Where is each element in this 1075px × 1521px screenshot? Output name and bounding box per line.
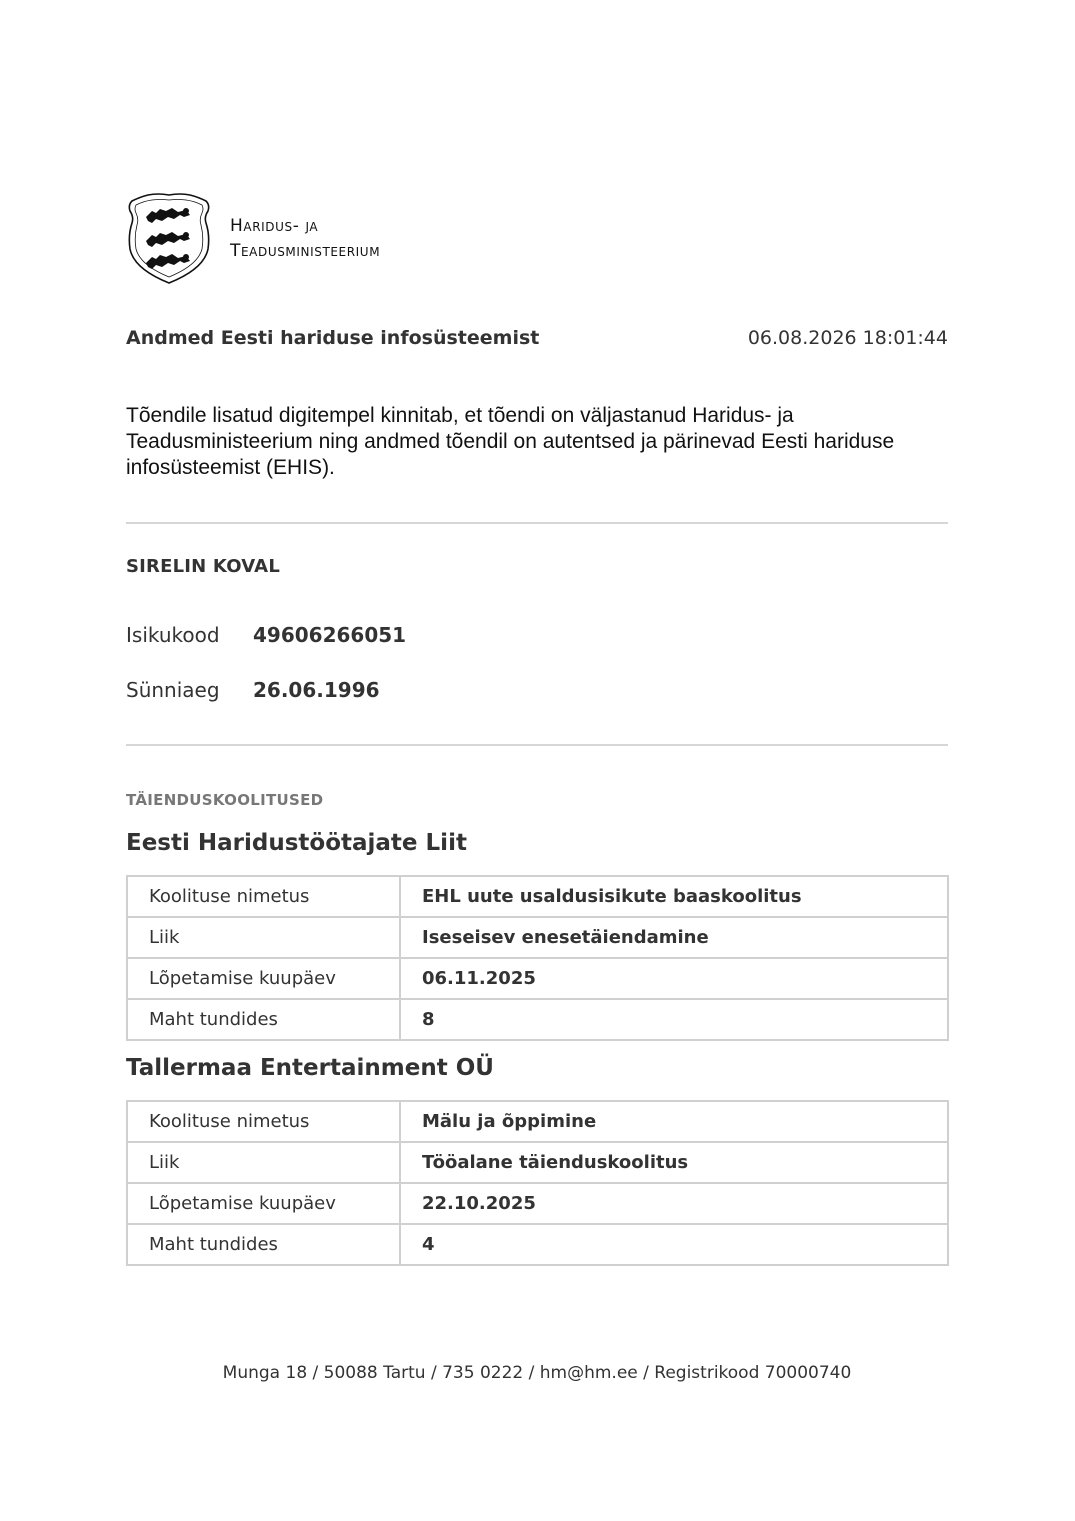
course-name-label: Koolituse nimetus (127, 1101, 400, 1142)
course-type-label: Liik (127, 1142, 400, 1183)
table-row (127, 917, 948, 958)
intro-text: Tõendile lisatud digitempel kinnitab, et tõendi on väljastanud Haridus- ja Teadusministeerium ning andmed tõendil on autentsed ja pärinevad Eesti hariduse infosüsteemist (EHIS). (126, 404, 895, 479)
divider (126, 744, 948, 746)
estonian-coat-of-arms-icon (126, 191, 212, 287)
course-name-label: Koolituse nimetus (127, 876, 400, 917)
source-row (126, 327, 948, 349)
completion-date-value: 22.10.2025 (400, 1183, 948, 1224)
table-row (127, 958, 948, 999)
table-row (127, 876, 948, 917)
birth-date-row (126, 678, 380, 702)
source-title: Andmed Eesti hariduse infosüsteemist (126, 327, 540, 349)
table-row (127, 1142, 948, 1183)
course-type-label: Liik (127, 917, 400, 958)
table-row (127, 999, 948, 1040)
table-row (127, 1224, 948, 1265)
birth-date-label: Sünniaeg (126, 678, 220, 702)
completion-date-label: Lõpetamise kuupäev (127, 958, 400, 999)
hours-label: Maht tundides (127, 1224, 400, 1265)
issue-timestamp: 06.08.2026 18:01:44 (747, 327, 948, 349)
birth-date-value: 26.06.1996 (253, 678, 380, 702)
course-type-value: Tööalane täienduskoolitus (400, 1142, 948, 1183)
footer-contact: Munga 18 / 50088 Tartu / 735 0222 / hm@hm.ee / Registrikood 70000740 (222, 1363, 852, 1383)
person-name: SIRELIN KOVAL (126, 556, 280, 577)
certificate-page (126, 0, 948, 1521)
course-type-value: Iseseisev enesetäiendamine (400, 917, 948, 958)
completion-date-label: Lõpetamise kuupäev (127, 1183, 400, 1224)
personal-code-row (126, 623, 406, 647)
ministry-name-line1: Haridus- ja (230, 216, 319, 236)
completion-date-value: 06.11.2025 (400, 958, 948, 999)
course-table (126, 875, 949, 1041)
hours-value: 8 (400, 999, 948, 1040)
personal-code-label: Isikukood (126, 623, 220, 647)
ministry-logo (126, 191, 380, 287)
organization-heading: Tallermaa Entertainment OÜ (126, 1055, 494, 1081)
divider (126, 522, 948, 524)
section-heading: TÄIENDUSKOOLITUSED (126, 791, 324, 809)
table-row (127, 1101, 948, 1142)
ministry-name (230, 214, 380, 264)
table-row (127, 1183, 948, 1224)
personal-code-value: 49606266051 (253, 623, 407, 647)
course-name-value: EHL uute usaldusisikute baaskoolitus (400, 876, 948, 917)
organization-heading: Eesti Haridustöötajate Liit (126, 830, 467, 856)
hours-value: 4 (400, 1224, 948, 1265)
course-name-value: Mälu ja õppimine (400, 1101, 948, 1142)
course-table (126, 1100, 949, 1266)
hours-label: Maht tundides (127, 999, 400, 1040)
ministry-name-line2: Teadusministeerium (230, 241, 381, 261)
